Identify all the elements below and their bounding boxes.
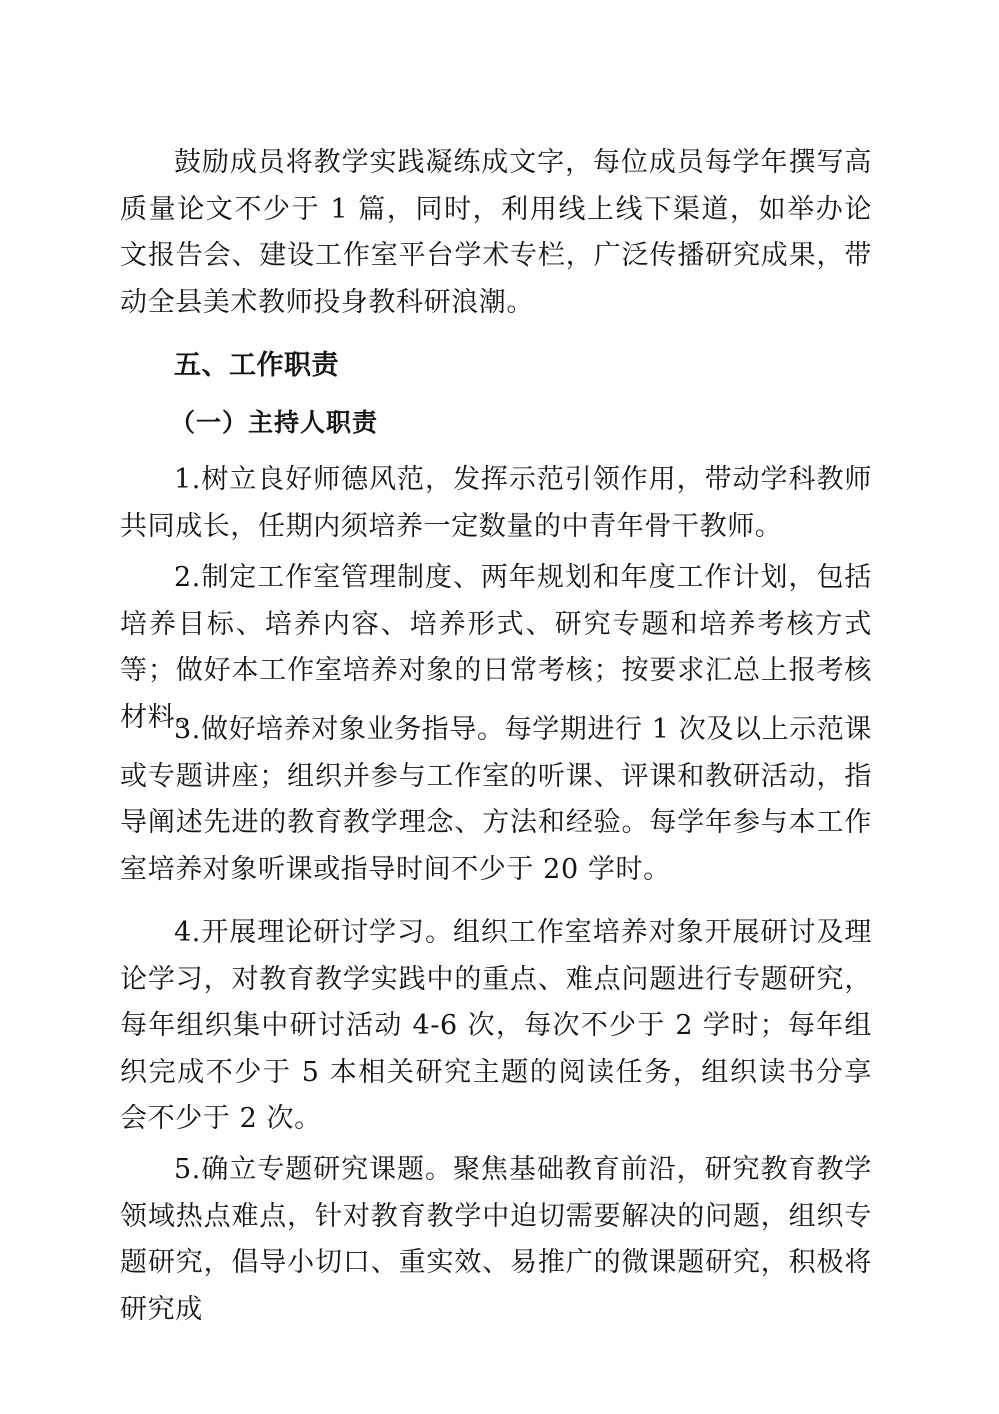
duty-item-2: 2.制定工作室管理制度、两年规划和年度工作计划，包括培养目标、培养内容、培养形式、研究专题和培养考核方式等；做好本工作室培养对象的日常考核；按要求汇总上报考核材料。 xyxy=(120,562,872,733)
duty-item-4: 4.开展理论研讨学习。组织工作室培养对象开展研讨及理论学习，对教育教学实践中的重点、难点问题进行专题研究，每年组织集中研讨活动 4-6 次，每次不少于 2 学时；每年组织完成不少于 5 本相关研究主题的阅读任务，组织读书分享会不少于 2 次。 xyxy=(120,917,872,1134)
section-heading: 五、工作职责 xyxy=(174,350,339,381)
intro-paragraph: 鼓励成员将教学实践凝练成文字，每位成员每学年撰写高质量论文不少于 1 篇，同时，利用线上线下渠道，如举办论文报告会、建设工作室平台学术专栏，广泛传播研究成果，带动全县美术教师投身教科研浪潮。 xyxy=(120,147,872,318)
duty-item-1: 1.树立良好师德风范，发挥示范引领作用，带动学科教师共同成长，任期内须培养一定数量的中青年骨干教师。 xyxy=(120,464,872,542)
duty-item-5: 5.确立专题研究课题。聚焦基础教育前沿，研究教育教学领域热点难点，针对教育教学中迫切需要解决的问题，组织专题研究，倡导小切口、重实效、易推广的微课题研究，积极将研究成 xyxy=(120,1154,872,1325)
duty-item-3: 3.做好培养对象业务指导。每学期进行 1 次及以上示范课或专题讲座；组织并参与工作室的听课、评课和教研活动，指导阐述先进的教育教学理念、方法和经验。每学年参与本工作室培养对象听课或指导时间不少于 20 学时。 xyxy=(120,714,872,885)
subsection-heading: （一）主持人职责 xyxy=(170,408,379,437)
